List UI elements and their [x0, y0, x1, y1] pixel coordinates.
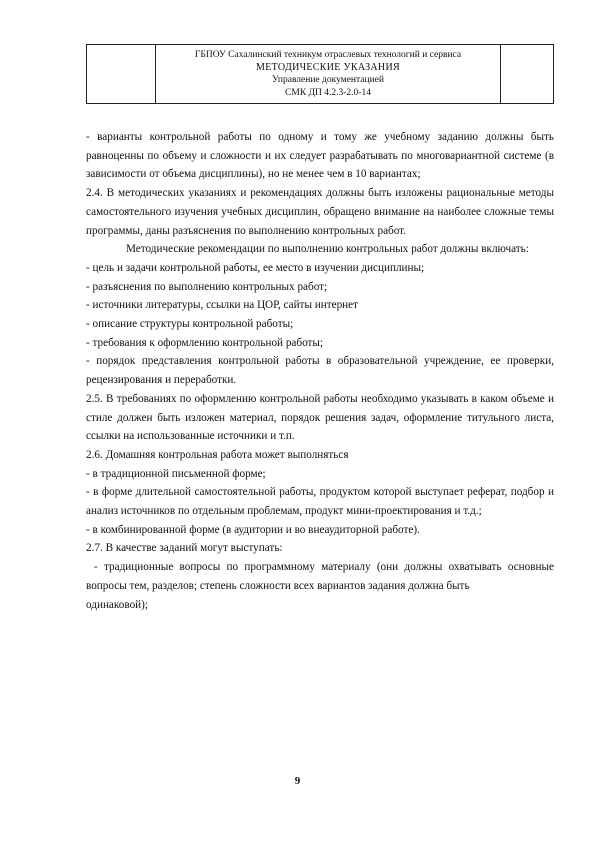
paragraph: одинаковой);	[86, 598, 148, 611]
list-item: - описание структуры контрольной работы;	[86, 318, 294, 331]
list-item: - в традиционной письменной форме;	[86, 467, 266, 480]
header-logo-cell	[87, 45, 156, 104]
header-organization: ГБПОУ Сахалинский техникум отраслевых технологий и сервиса	[194, 50, 462, 60]
header-subtitle: Управление документацией	[272, 75, 384, 85]
header-text-cell	[156, 45, 501, 104]
paragraph: Методические рекомендации по выполнению контрольных работ должны включать:	[126, 243, 529, 256]
header-right-cell	[501, 45, 554, 104]
list-item: - разъяснения по выполнению контрольных работ;	[86, 280, 328, 293]
document-body	[86, 128, 554, 614]
list-item: - требования к оформлению контрольной работы;	[86, 336, 324, 349]
list-item: - источники литературы, ссылки на ЦОР, сайты интернет	[86, 299, 359, 312]
document-header	[86, 44, 554, 104]
header-code: СМК ДП 4.2.3-2.0-14	[285, 87, 371, 98]
list-item: - порядок представления контрольной работы в образовательной учреждение, ее проверки, рецензирования и переработки.	[86, 355, 554, 387]
list-item: - в форме длительной самостоятельной работы, продуктом которой выступает реферат, подбор и анализ источников по отдельным проблемам, продукт мини-проектирования и т.д.;	[86, 486, 554, 518]
page-number: 9	[294, 775, 301, 787]
header-title: МЕТОДИЧЕСКИЕ УКАЗАНИЯ	[256, 61, 400, 73]
paragraph: 2.4. В методических указаниях и рекомендациях должны быть изложены рациональные методы самостоятельного изучения учебных дисциплин, обращено внимание на наиболее сложные темы программы, даны разъяснения по выполнению контрольных работ.	[86, 187, 554, 237]
list-item: - цель и задачи контрольной работы, ее место в изучении дисциплины;	[86, 261, 425, 274]
paragraph: 2.6. Домашняя контрольная работа может выполняться	[86, 448, 349, 461]
paragraph: 2.7. В качестве заданий могут выступать:	[86, 542, 283, 555]
list-item: - традиционные вопросы по программному материалу (они должны охватывать основные вопросы тем, разделов; степень сложности всех вариантов задания должна быть	[86, 561, 554, 592]
paragraph: - варианты контрольной работы по одному и тому же учебному заданию должны быть равноценны по объему и сложности и их следует разрабатывать по многовариантной системе (в зависимости от объема дисциплины), но не менее чем в 10 вариантах;	[86, 131, 554, 181]
list-item: - в комбинированной форме (в аудитории и во внеаудиторной работе).	[86, 523, 420, 536]
paragraph: 2.5. В требованиях по оформлению контрольной работы необходимо указывать в каком объеме и стиле должен быть изложен материал, порядок решения задач, оформление титульного листа, ссылки на использованные источники и т.п.	[86, 392, 554, 443]
